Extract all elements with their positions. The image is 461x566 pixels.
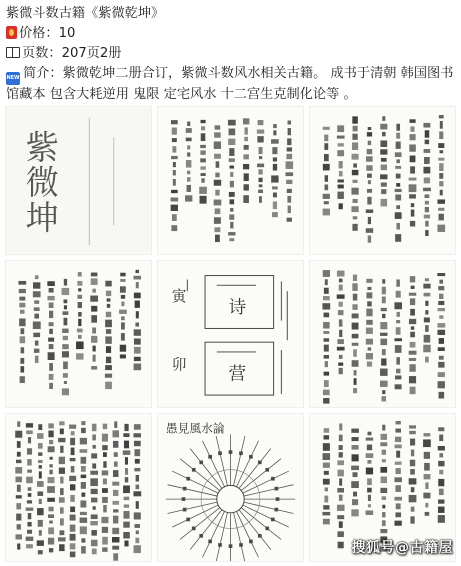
scan-page-image — [6, 414, 151, 561]
red-envelope-icon — [6, 26, 17, 39]
scan-page-image — [6, 261, 151, 408]
scan-thumbnail-8[interactable] — [157, 413, 304, 562]
chart-label-2: 营 — [228, 364, 247, 385]
price-value: 10 — [58, 26, 76, 41]
intro-line: NEW 简介：紫微乾坤二册合订，紫微斗数风水相关古籍。 成书于清朝 韩国图书馆藏本 包含大耗逆用 鬼限 定宅风水 十二宫生克制化论等 。 — [6, 66, 454, 102]
new-badge-icon: NEW — [6, 72, 20, 85]
pages-value: 207页2册 — [61, 46, 122, 61]
scan-thumbnail-7[interactable] — [5, 413, 152, 562]
scan-thumbnail-2[interactable] — [157, 106, 304, 255]
description-block — [6, 4, 458, 105]
cover-scan-image — [6, 107, 151, 254]
book-title: 紫微斗数古籍《紫微乾坤》 — [6, 6, 165, 21]
scan-thumbnail-cover[interactable] — [5, 106, 152, 255]
chart-scan-image — [158, 261, 303, 408]
cover-char-2: 微 — [25, 163, 59, 203]
intro-text: 紫微乾坤二册合订，紫微斗数风水相关古籍。 成书于清朝 韩国图书馆藏本 包含大耗逆用 鬼限 定宅风水 十二宫生克制化论等 。 — [6, 66, 454, 102]
scan-thumbnail-3[interactable] — [309, 106, 456, 255]
cover-char-1: 紫 — [25, 127, 59, 167]
scan-page-image — [310, 107, 455, 254]
cover-char-3: 坤 — [25, 198, 59, 238]
watermark-text: 搜狐号@古籍屋 — [351, 540, 453, 556]
book-icon — [6, 47, 20, 58]
scan-gallery — [5, 106, 456, 562]
price-line: 价格：10 — [6, 24, 458, 44]
pages-line: 页数：207页2册 — [6, 44, 458, 64]
intro-label: 简介 — [23, 66, 50, 81]
scan-thumbnail-4[interactable] — [5, 260, 152, 409]
chart-label-1: 诗 — [228, 297, 247, 318]
price-label: 价格 — [19, 26, 46, 41]
diagram-heading: 愚見風水論 — [165, 421, 225, 436]
scan-page-image — [158, 107, 303, 254]
radial-diagram-scan-image — [158, 414, 303, 561]
scan-thumbnail-6[interactable] — [309, 260, 456, 409]
scan-thumbnail-5[interactable] — [157, 260, 304, 409]
chart-label-3: 寅 — [171, 287, 187, 305]
scan-page-image — [310, 261, 455, 408]
pages-label: 页数 — [22, 46, 49, 61]
chart-label-4: 卯 — [171, 356, 187, 374]
